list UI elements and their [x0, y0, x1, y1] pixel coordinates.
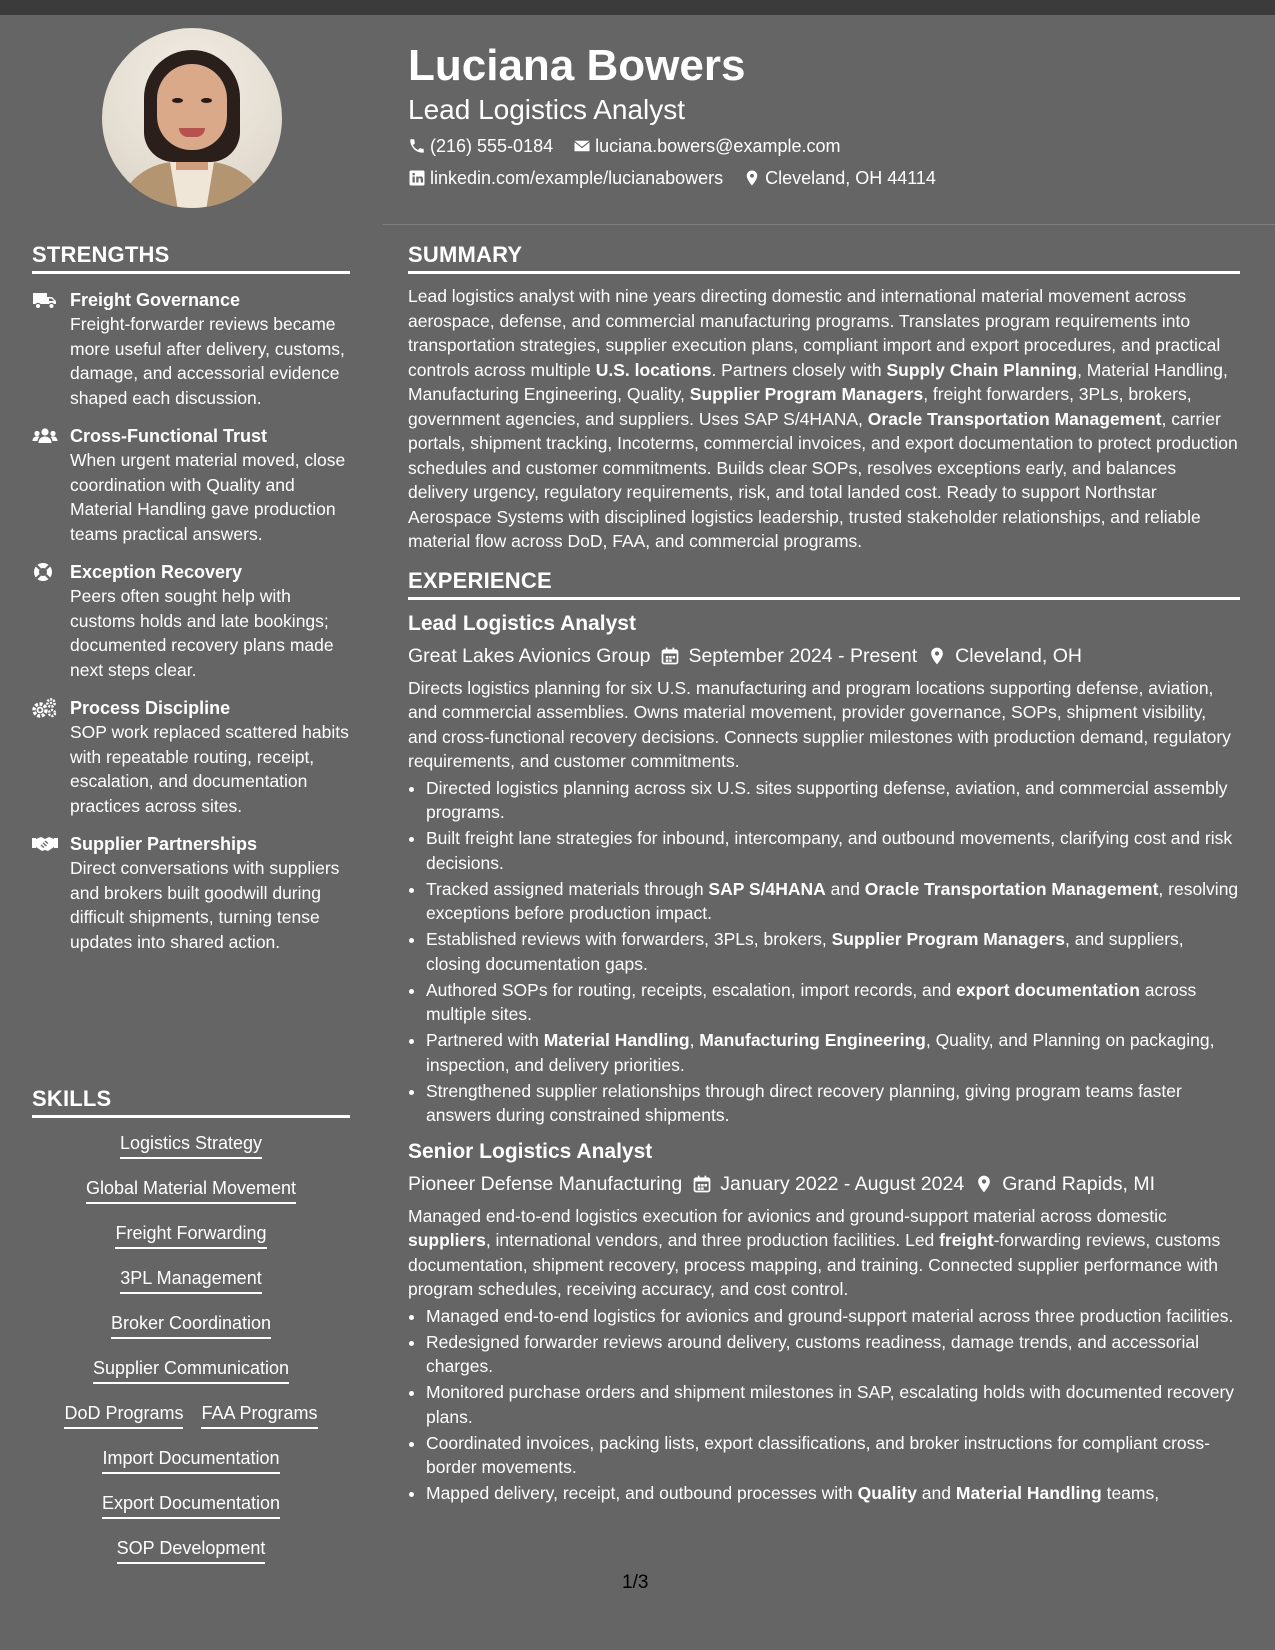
summary-text: Lead logistics analyst with nine years directing domestic and international material movement across aerospace, defense, and commercial manufacturing programs. Translates program requirements into transportation strategies, supplier execution plans, compliant import and export procedures, and practical controls across multiple U.S. locations. Partners closely with Supply Chain Planning, Material Handling, Manufacturing Engineering, Quality, Supplier Program Managers, freight forwarders, 3PLs, brokers, government agencies, and suppliers. Uses SAP S/4HANA, Oracle Transportation Management, carrier portals, shipment tracking, Incoterms, commercial invoices, and export documentation to protect production schedules and customer commitments. Builds clear SOPs, resolves exceptions early, and balances delivery urgency, regulatory requirements, risk, and total landed cost. Ready to support Northstar Aerospace Systems with disciplined logistics leadership, trusted stakeholder relationships, and reliable material flow across DoD, FAA, and commercial programs. — [408, 286, 1238, 551]
bullet-item: • Coordinated invoices, packing lists, export classifications, and broker instructions for compliant cross-border movements. — [426, 1431, 1240, 1480]
location-text: Cleveland, OH 44114 — [765, 168, 936, 188]
gears-icon — [32, 698, 58, 718]
job-entry — [408, 1138, 1240, 1506]
job-bullets — [408, 776, 1240, 1128]
skill-tag: Import Documentation — [102, 1447, 279, 1474]
candidate-role: Lead Logistics Analyst — [408, 94, 686, 125]
strengths-title: STRENGTHS — [32, 242, 350, 274]
email-text: luciana.bowers@example.com — [595, 136, 841, 156]
skill-tag: FAA Programs — [201, 1402, 317, 1429]
strength-item — [32, 696, 350, 818]
skill-tag: 3PL Management — [120, 1267, 261, 1294]
strength-title: Freight Governance — [70, 290, 241, 310]
job-company: Great Lakes Avionics Group — [408, 644, 651, 667]
strength-desc: SOP work replaced scattered habits with repeatable routing, receipt, escalation, and documentation practices across sites. — [70, 722, 349, 816]
phone[interactable] — [408, 134, 553, 158]
skill-tag: DoD Programs — [64, 1402, 183, 1429]
bullet-item: • Tracked assigned materials through SAP S/4HANA and Oracle Transportation Management, resolving exceptions before production impact. — [426, 877, 1240, 926]
experience-section — [408, 568, 1240, 1506]
skill-tag: SOP Development — [117, 1537, 266, 1564]
strength-title: Supplier Partnerships — [70, 834, 258, 854]
contact-row-1 — [408, 134, 840, 158]
bullet-item: • Authored SOPs for routing, receipts, escalation, import records, and export documentation across multiple sites. — [426, 978, 1240, 1027]
linkedin-text: linkedin.com/example/lucianabowers — [430, 168, 724, 188]
strength-title: Cross-Functional Trust — [70, 426, 268, 446]
strength-item — [32, 832, 350, 954]
skills-title: SKILLS — [32, 1086, 350, 1118]
candidate-name: Luciana Bowers — [408, 41, 746, 90]
job-title: Lead Logistics Analyst — [408, 611, 636, 635]
map-pin-icon — [743, 169, 761, 187]
truck-icon — [32, 290, 58, 310]
envelope-icon — [573, 137, 591, 155]
experience-title: EXPERIENCE — [408, 568, 1240, 600]
phone-icon — [408, 137, 426, 155]
strength-desc: When urgent material moved, close coordination with Quality and Material Handling gave production teams practical answers. — [70, 450, 346, 544]
skills-section — [32, 1086, 350, 1582]
job-company: Pioneer Defense Manufacturing — [408, 1172, 683, 1195]
strength-item — [32, 424, 350, 546]
job-meta — [408, 1170, 1240, 1198]
handshake-icon — [32, 834, 58, 854]
job-dates: January 2022 - August 2024 — [720, 1172, 965, 1195]
users-icon — [32, 426, 58, 446]
header-divider — [383, 224, 1275, 225]
summary-title: SUMMARY — [408, 242, 1240, 274]
strength-title: Process Discipline — [70, 698, 231, 718]
email[interactable] — [573, 134, 840, 158]
strength-item — [32, 288, 350, 410]
bullet-item: • Strengthened supplier relationships through direct recovery planning, giving program teams faster answers during constrained shipments. — [426, 1079, 1240, 1128]
job-entry — [408, 610, 1240, 1128]
strength-desc: Peers often sought help with customs holds and late bookings; documented recovery plans made next steps clear. — [70, 586, 334, 680]
skill-tag: Export Documentation — [102, 1492, 280, 1519]
strength-item — [32, 560, 350, 682]
skill-tag: Broker Coordination — [111, 1312, 271, 1339]
bullet-item: • Partnered with Material Handling, Manufacturing Engineering, Quality, and Planning on packaging, inspection, and delivery priorities. — [426, 1028, 1240, 1077]
calendar-icon — [660, 646, 680, 666]
strength-desc: Freight-forwarder reviews became more useful after delivery, customs, damage, and accessorial evidence shaped each discussion. — [70, 314, 345, 408]
bullet-item: • Directed logistics planning across six U.S. sites supporting defense, aviation, and commercial assembly programs. — [426, 776, 1240, 825]
profile-photo — [102, 28, 282, 208]
life-ring-icon — [32, 562, 58, 582]
map-pin-icon — [927, 646, 947, 666]
strengths-section — [32, 242, 350, 954]
job-location: Cleveland, OH — [955, 644, 1082, 667]
bullet-item: • Built freight lane strategies for inbound, intercompany, and outbound movements, clarifying cost and risk decisions. — [426, 826, 1240, 875]
job-location: Grand Rapids, MI — [1002, 1172, 1155, 1195]
bullet-item: • Mapped delivery, receipt, and outbound processes with Quality and Material Handling teams, — [426, 1481, 1240, 1506]
contact-row-2 — [408, 166, 936, 190]
job-title: Senior Logistics Analyst — [408, 1139, 653, 1163]
bullet-item: • Monitored purchase orders and shipment milestones in SAP, escalating holds with documented recovery plans. — [426, 1380, 1240, 1429]
job-dates: September 2024 - Present — [688, 644, 918, 667]
bullet-item: • Redesigned forwarder reviews around delivery, customs readiness, damage trends, and accessorial charges. — [426, 1330, 1240, 1379]
top-bar — [0, 0, 1275, 15]
skill-list — [32, 1132, 350, 1582]
job-description: Managed end-to-end logistics execution for avionics and ground-support material across domestic suppliers, international vendors, and three production facilities. Led freight-forwarding reviews, customs documentation, shipment recovery, process mapping, and training. Connected supplier performance with program schedules, receiving accuracy, and cost control. — [408, 1205, 1221, 1299]
job-meta — [408, 642, 1240, 670]
skill-tag: Logistics Strategy — [120, 1132, 262, 1159]
linkedin-icon — [408, 169, 426, 187]
bullet-item: • Managed end-to-end logistics for avionics and ground-support material across three production facilities. — [426, 1304, 1240, 1329]
job-bullets — [408, 1304, 1240, 1506]
page-indicator: 1/3 — [622, 1572, 649, 1593]
map-pin-icon — [974, 1174, 994, 1194]
skill-tag: Supplier Communication — [93, 1357, 289, 1384]
main-column — [408, 242, 1240, 1507]
linkedin[interactable] — [408, 166, 723, 190]
strength-title: Exception Recovery — [70, 562, 243, 582]
phone-text: (216) 555-0184 — [430, 136, 554, 156]
bullet-item: • Established reviews with forwarders, 3PLs, brokers, Supplier Program Managers, and suppliers, closing documentation gaps. — [426, 927, 1240, 976]
job-description: Directs logistics planning for six U.S. manufacturing and program locations supporting defense, aviation, and commercial assemblies. Owns material movement, provider governance, SOPs, shipment visibility, and cross-functional recovery decisions. Connects supplier milestones with production demand, regulatory requirements, and customer commitments. — [408, 677, 1231, 771]
location — [743, 166, 936, 190]
strength-desc: Direct conversations with suppliers and brokers built goodwill during difficult shipments, turning tense updates into shared action. — [70, 858, 340, 952]
skill-tag: Freight Forwarding — [115, 1222, 266, 1249]
skill-tag: Global Material Movement — [86, 1177, 296, 1204]
calendar-icon — [692, 1174, 712, 1194]
